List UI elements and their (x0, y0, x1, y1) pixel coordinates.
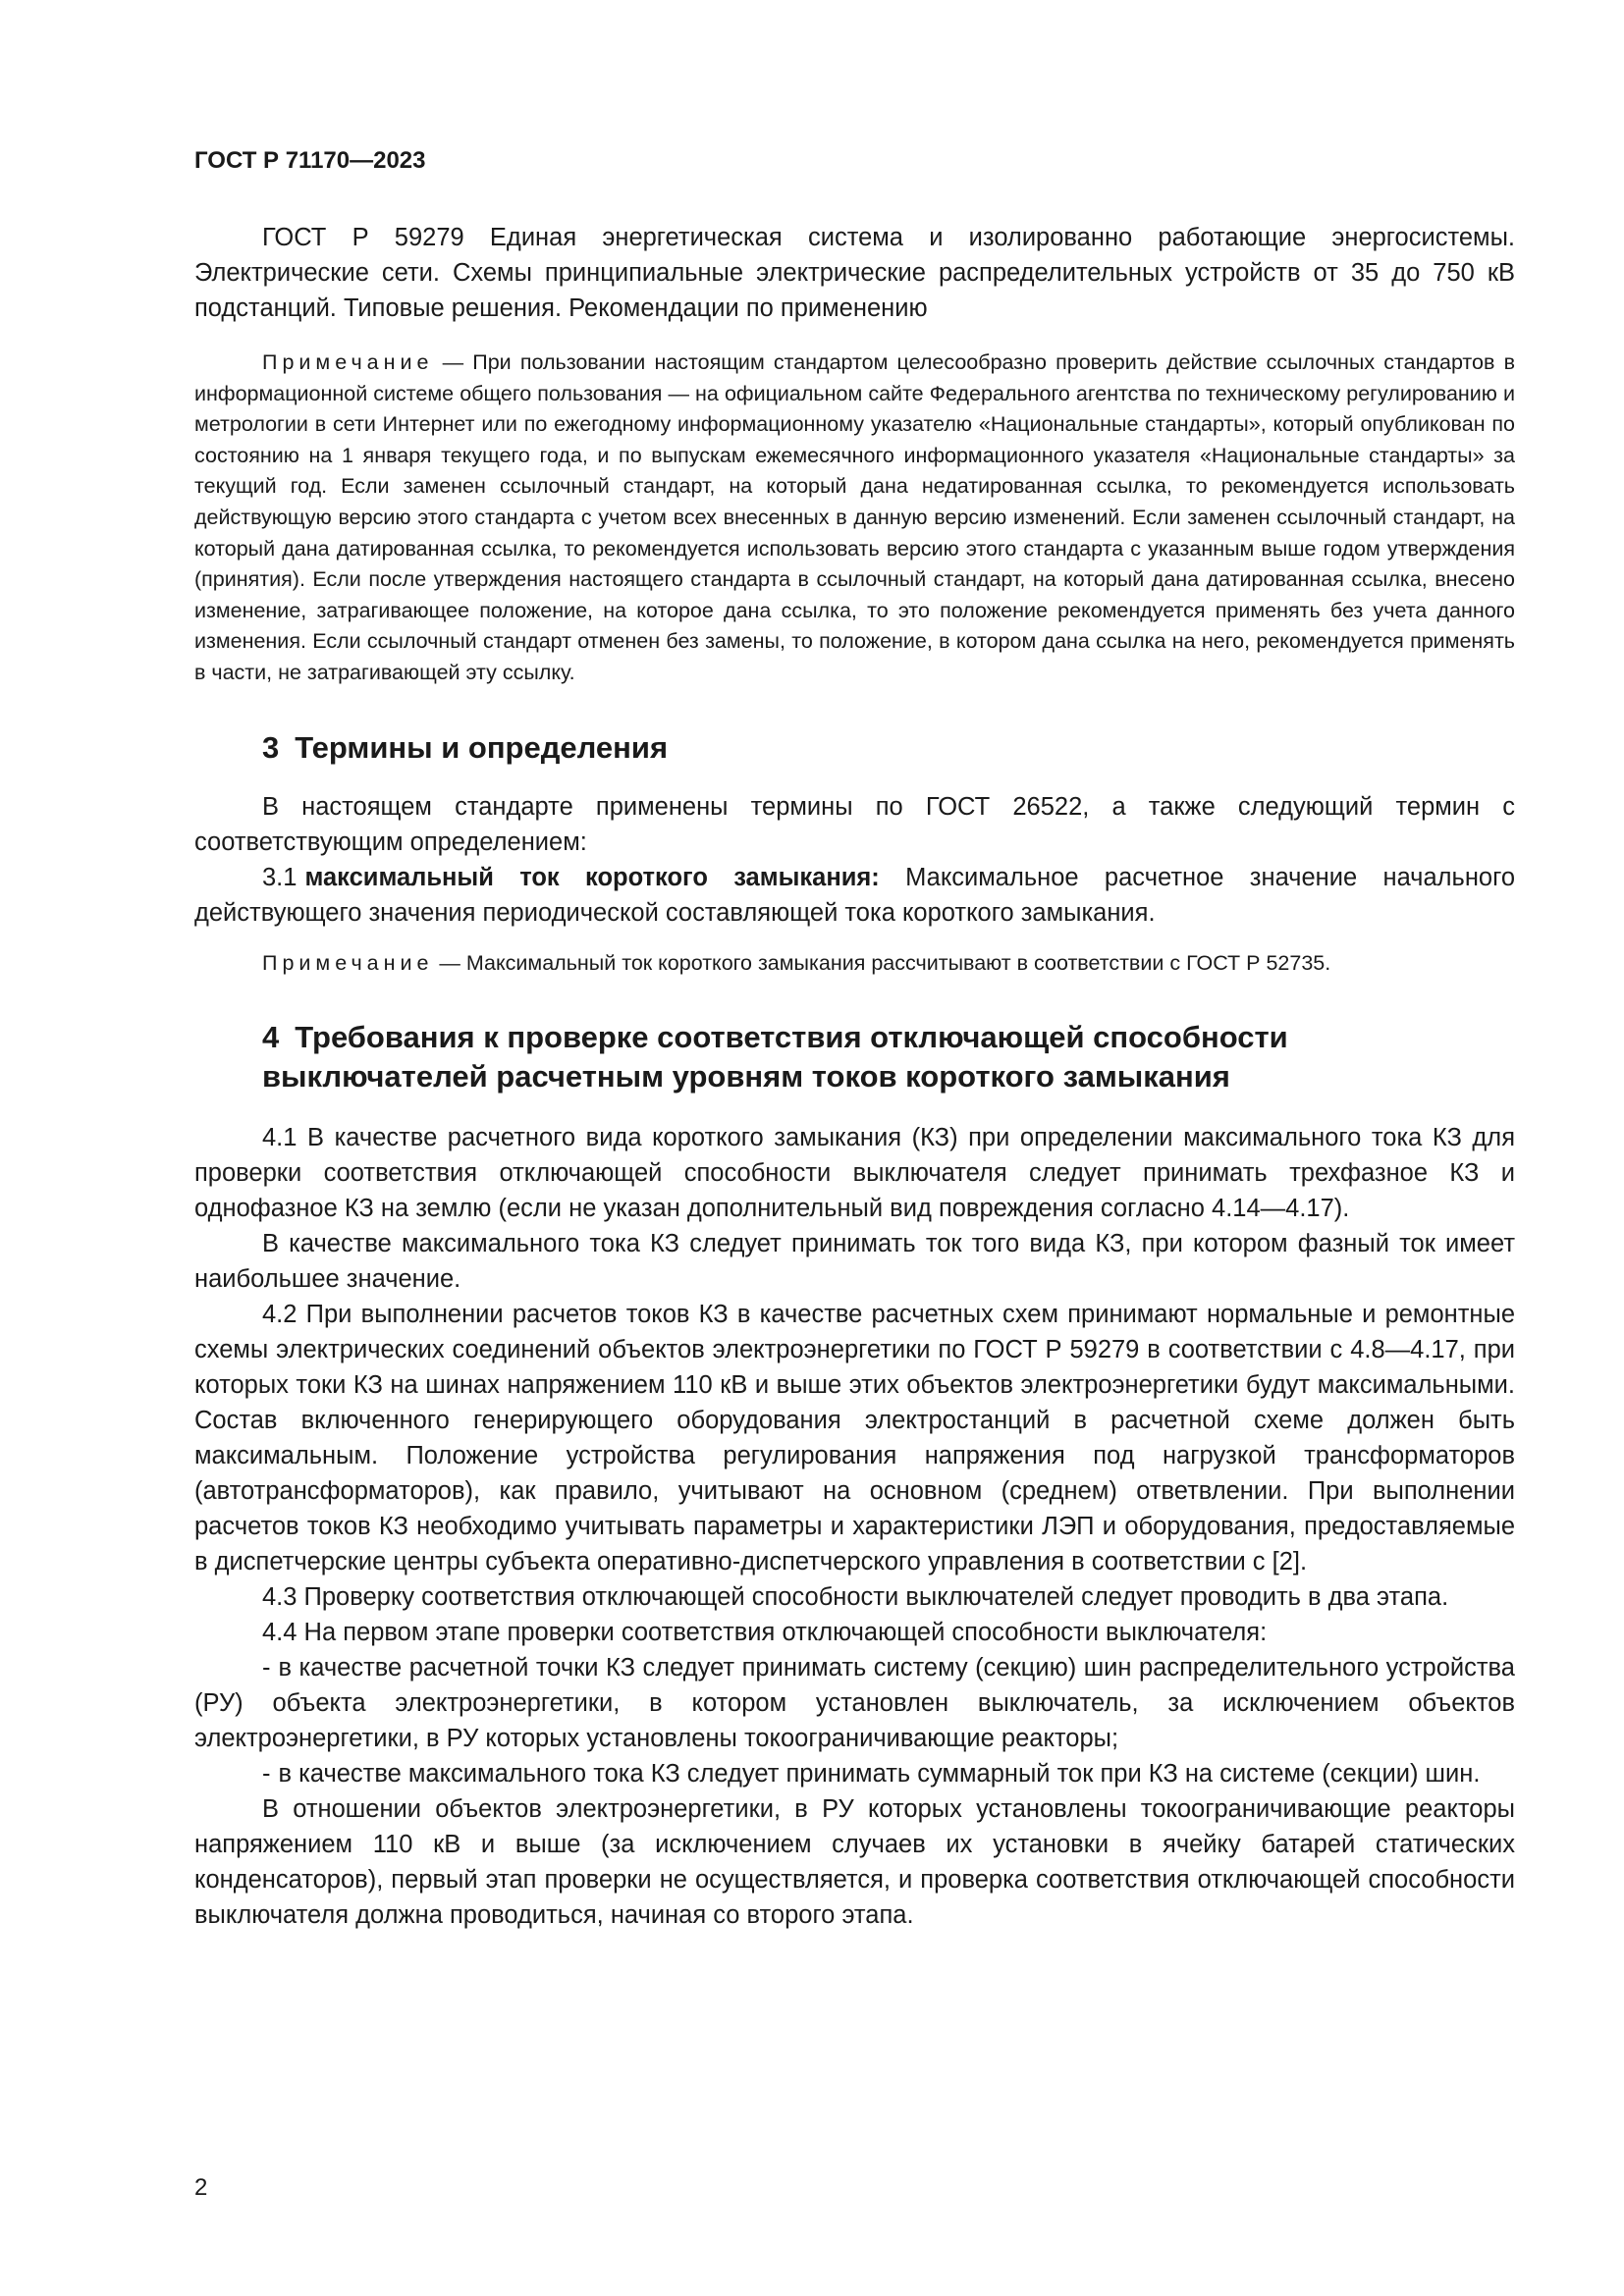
term-number: 3.1 (262, 863, 298, 891)
clause-4-1-continued: В качестве максимального тока КЗ следует принимать ток того вида КЗ, при котором фазный ток имеет наибольшее значение. (194, 1230, 1515, 1294)
section-3-heading (194, 728, 1515, 768)
note-text: — При пользовании настоящим стандартом целесообразно проверить действие ссылочных стандартов в информационной системе общего пользования — на официальном сайте Федерального агентства по техническому регулированию и метрологии в сети Интернет или по ежегодному информационному указателю «Национальные стандарты», который опубликован по состоянию на 1 января текущего года, и по выпускам ежемесячного информационного указателя «Национальные стандарты» за текущий год. Если заменен ссылочный стандарт, на который дана недатированная ссылка, то рекомендуется использовать действующую версию этого стандарта с учетом всех внесенных в данную версию изменений. Если заменен ссылочный стандарт, на который дана датированная ссылка, то рекомендуется использовать версию этого стандарта с указанным выше годом утверждения (принятия). Если после утверждения настоящего стандарта в ссылочный стандарт, на который дана датированная ссылка, внесено изменение, затрагивающее положение, на которое дана ссылка, то это положение рекомендуется применять без учета данного изменения. Если ссылочный стандарт отменен без замены, то положение, в котором дана ссылка на него, рекомендуется применять в части, не затрагивающей эту ссылку. (194, 350, 1515, 684)
note-label: Примечание (262, 950, 434, 975)
section-title: Термины и определения (295, 729, 669, 765)
note-label: Примечание (262, 350, 434, 374)
list-item-text: в качестве максимального тока КЗ следует принимать суммарный ток при КЗ на системе (секции) шин. (278, 1760, 1481, 1789)
list-item (194, 1756, 1515, 1791)
list-marker: - (262, 1760, 271, 1789)
section-number: 3 (262, 729, 280, 765)
page-number: 2 (194, 2174, 208, 2201)
list-item-text: в качестве расчетной точки КЗ следует принимать систему (секцию) шин распределительного устройства (РУ) объекта электроэнергетики, в котором установлен выключатель, за исключением объектов электроэнергетики, в РУ которых установлены токоограничивающие реакторы; (194, 1654, 1515, 1753)
terms-intro: В настоящем стандарте применены термины по ГОСТ 26522, а также следующий термин с соответствующим определением: (194, 792, 1515, 856)
clause-4-1: 4.1 В качестве расчетного вида короткого замыкания (КЗ) при определении максимального тока КЗ для проверки соответствия отключающей способности выключателя следует принимать трехфазное КЗ и однофазное КЗ на землю (если не указан дополнительный вид повреждения согласно 4.14—4.17). (194, 1124, 1515, 1223)
section-title-line-1: Требования к проверке соответствия отключающей способности (295, 1020, 1288, 1055)
term-definition-text: Максимальное расчетное значение начального действующего значения периодической составляющей тока короткого замыкания. (194, 863, 1516, 927)
term-note (194, 948, 1515, 980)
clause-4-4-continued: В отношении объектов электроэнергетики, в РУ которых установлены токоограничивающие реакторы напряжением 110 кВ и выше (за исключением случаев их установки в ячейку батарей статических конденсаторов), первый этап проверки не осуществляется, и проверка соответствия отключающей способности выключателя должна проводиться, начиная со второго этапа. (194, 1795, 1515, 1930)
section-number: 4 (262, 1020, 280, 1055)
note-text: — Максимальный ток короткого замыкания рассчитывают в соответствии с ГОСТ Р 52735. (433, 950, 1331, 975)
term-name: максимальный ток короткого замыкания: (304, 863, 880, 891)
reference-note (194, 347, 1515, 689)
section-4-heading (194, 1018, 1515, 1096)
document-header: ГОСТ Р 71170—2023 (194, 147, 426, 174)
list-marker: - (262, 1654, 271, 1682)
clause-4-3: 4.3 Проверку соответствия отключающей способности выключателей следует проводить в два этапа. (262, 1583, 1449, 1612)
section-title-line-2: выключателей расчетным уровням токов короткого замыкания (262, 1059, 1230, 1095)
clause-4-4: 4.4 На первом этапе проверки соответствия отключающей способности выключателя: (262, 1619, 1268, 1647)
reference-entry: ГОСТ Р 59279 Единая энергетическая система и изолированно работающие энергосистемы. Электрические сети. Схемы принципиальные электрические распределительных устройств от 35 до 750 кВ подстанций. Типовые решения. Рекомендации по применению (194, 224, 1515, 322)
document-page (194, 147, 1515, 1933)
list-item (194, 1650, 1515, 1756)
term-definition (194, 860, 1515, 931)
clause-4-2: 4.2 При выполнении расчетов токов КЗ в качестве расчетных схем принимают нормальные и ремонтные схемы электрических соединений объектов электроэнергетики по ГОСТ Р 59279 в соответствии с 4.8—4.17, при которых токи КЗ на шинах напряжением 110 кВ и выше этих объектов электроэнергетики будут максимальными. Состав включенного генерирующего оборудования электростанций в расчетной схеме должен быть максимальным. Положение устройства регулирования напряжения под нагрузкой трансформаторов (автотрансформаторов), как правило, учитывают на основном (среднем) ответвлении. При выполнении расчетов токов КЗ необходимо учитывать параметры и характеристики ЛЭП и оборудования, предоставляемые в диспетчерские центры субъекта оперативно-диспетчерского управления в соответствии с [2]. (194, 1301, 1515, 1576)
